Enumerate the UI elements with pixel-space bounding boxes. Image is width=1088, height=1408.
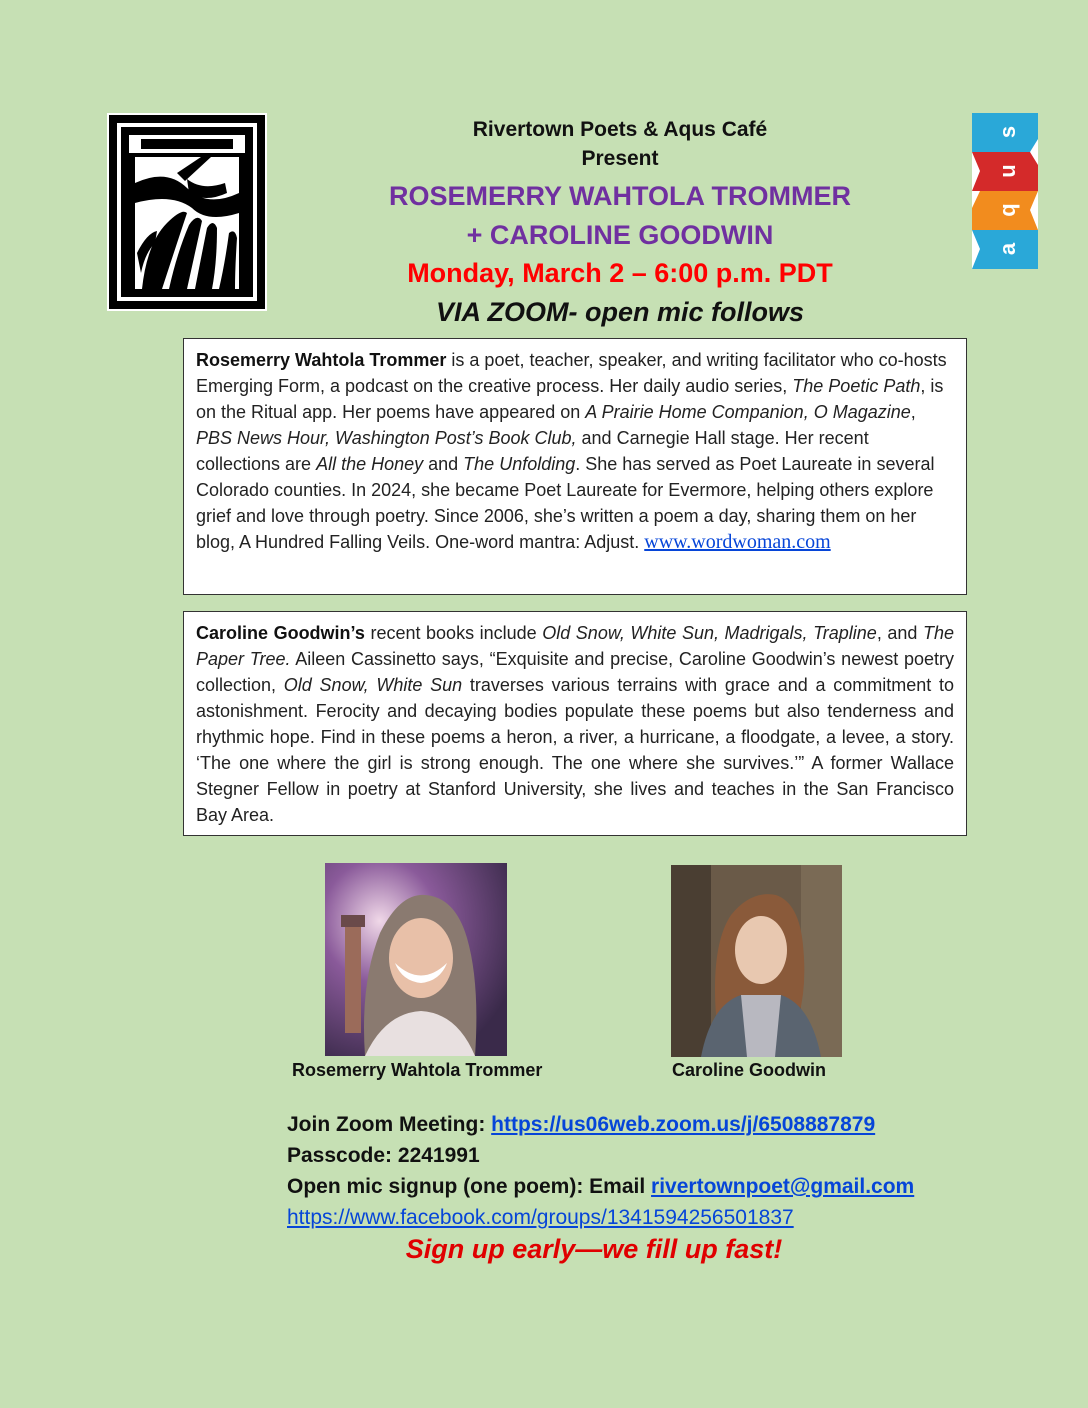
- bio2-text-2: , and: [876, 623, 923, 643]
- bio-box-caroline: [183, 611, 967, 836]
- aqus-hexagon-logo-icon: [972, 113, 1038, 269]
- bio-rosemerry-text: [196, 347, 954, 555]
- bio1-text-3: ,: [910, 402, 916, 422]
- bio1-italic-5: The Unfolding: [463, 454, 576, 474]
- zoom-note: VIA ZOOM- open mic follows: [435, 297, 804, 327]
- poet1-heading: ROSEMERRY WAHTOLA TROMMER: [388, 181, 851, 211]
- zoom-meeting-line: [287, 1109, 914, 1140]
- bio2-text-1: recent books include: [364, 623, 543, 643]
- bio2-text-4: traverses various terrains with grace and a commitment to astonishment. Ferocity and decaying bodies populate these poems but also tenderness and rhythmic hope. Find in these poems a heron, a river, a hurricane, a floodgate, a levee, a story. ‘The one where the girl is strong enough. The one where she survives.’” A former Wallace Stegner Fellow in poetry at Stanford University, she lives and teaches in the San Francisco Bay Area.: [196, 675, 955, 825]
- bio1-italic-2: A Prairie Home Companion, O Magazine: [585, 402, 911, 422]
- pen-hand-woodcut-icon: [107, 113, 267, 311]
- wordwoman-link[interactable]: www.wordwoman.com: [644, 531, 831, 553]
- passcode-line: Passcode: 2241991: [287, 1144, 480, 1167]
- poet2-heading: + CAROLINE GOODWIN: [466, 220, 774, 250]
- aqus-letter-s: s: [995, 125, 1020, 139]
- bio1-italic-3: PBS News Hour, Washington Post’s Book Club,: [196, 428, 577, 448]
- signup-line: [287, 1171, 914, 1202]
- bio1-text-5: and: [423, 454, 464, 474]
- rivertown-poets-logo: [107, 113, 267, 311]
- facebook-link[interactable]: https://www.facebook.com/groups/1341594256501837: [287, 1206, 794, 1229]
- bio2-italic-3: Old Snow, White Sun: [283, 675, 463, 695]
- zoom-label: Join Zoom Meeting:: [287, 1113, 492, 1136]
- bio1-name: Rosemerry Wahtola Trommer: [196, 350, 447, 370]
- event-date: Monday, March 2 – 6:00 p.m. PDT: [407, 258, 833, 288]
- bio1-text-1: is a poet, teacher, speaker, and writing facilitator who co-hosts Emerging Form, a podcast on the creative process. Her daily audio series,: [196, 350, 947, 396]
- bio2-italic-2: The Paper Tree.: [196, 623, 954, 669]
- caption-rosemerry: Rosemerry Wahtola Trommer: [292, 1060, 543, 1080]
- bio1-text-6: . She has served as Poet Laureate in several Colorado counties. In 2024, she became Poet Laureate for Evermore, helping others explore grief and love through poetry. Since 2006, she’s written a poem a day, sharing them on her blog, A Hundred Falling Veils. One-word mantra: Adjust.: [196, 454, 935, 552]
- bio1-italic-4: All the Honey: [316, 454, 424, 474]
- presenters-line: Rivertown Poets & Aqus Café: [472, 118, 768, 141]
- aqus-letter-a: a: [995, 242, 1020, 256]
- zoom-info-block: [287, 1109, 914, 1233]
- bio-caroline-text: [196, 620, 954, 828]
- bio1-text-4: and Carnegie Hall stage. Her recent collections are: [196, 428, 869, 474]
- bio1-italic-1: The Poetic Path: [792, 376, 921, 396]
- email-link[interactable]: rivertownpoet@gmail.com: [651, 1175, 915, 1198]
- aqus-letter-u: u: [995, 164, 1020, 178]
- bio-box-rosemerry: [183, 338, 967, 595]
- bio1-text-2: , is on the Ritual app. Her poems have appeared on: [196, 376, 944, 422]
- signup-label: Open mic signup (one poem): Email: [287, 1175, 652, 1198]
- bio2-name: Caroline Goodwin’s: [196, 623, 365, 643]
- photo-rosemerry: [325, 863, 507, 1056]
- aqus-letter-q: q: [995, 203, 1020, 217]
- bio2-italic-1: Old Snow, White Sun, Madrigals, Trapline: [542, 623, 877, 643]
- signup-note: Sign up early—we fill up fast!: [405, 1234, 783, 1264]
- zoom-link[interactable]: https://us06web.zoom.us/j/6508887879: [491, 1113, 876, 1136]
- facebook-line: [287, 1202, 914, 1233]
- photo-caroline: [671, 865, 842, 1057]
- present-line: Present: [581, 147, 659, 170]
- caption-caroline: Caroline Goodwin: [672, 1060, 827, 1080]
- aqus-logo: [972, 113, 1038, 269]
- bio2-text-3: Aileen Cassinetto says, “Exquisite and precise, Caroline Goodwin’s newest poetry collection,: [196, 649, 954, 695]
